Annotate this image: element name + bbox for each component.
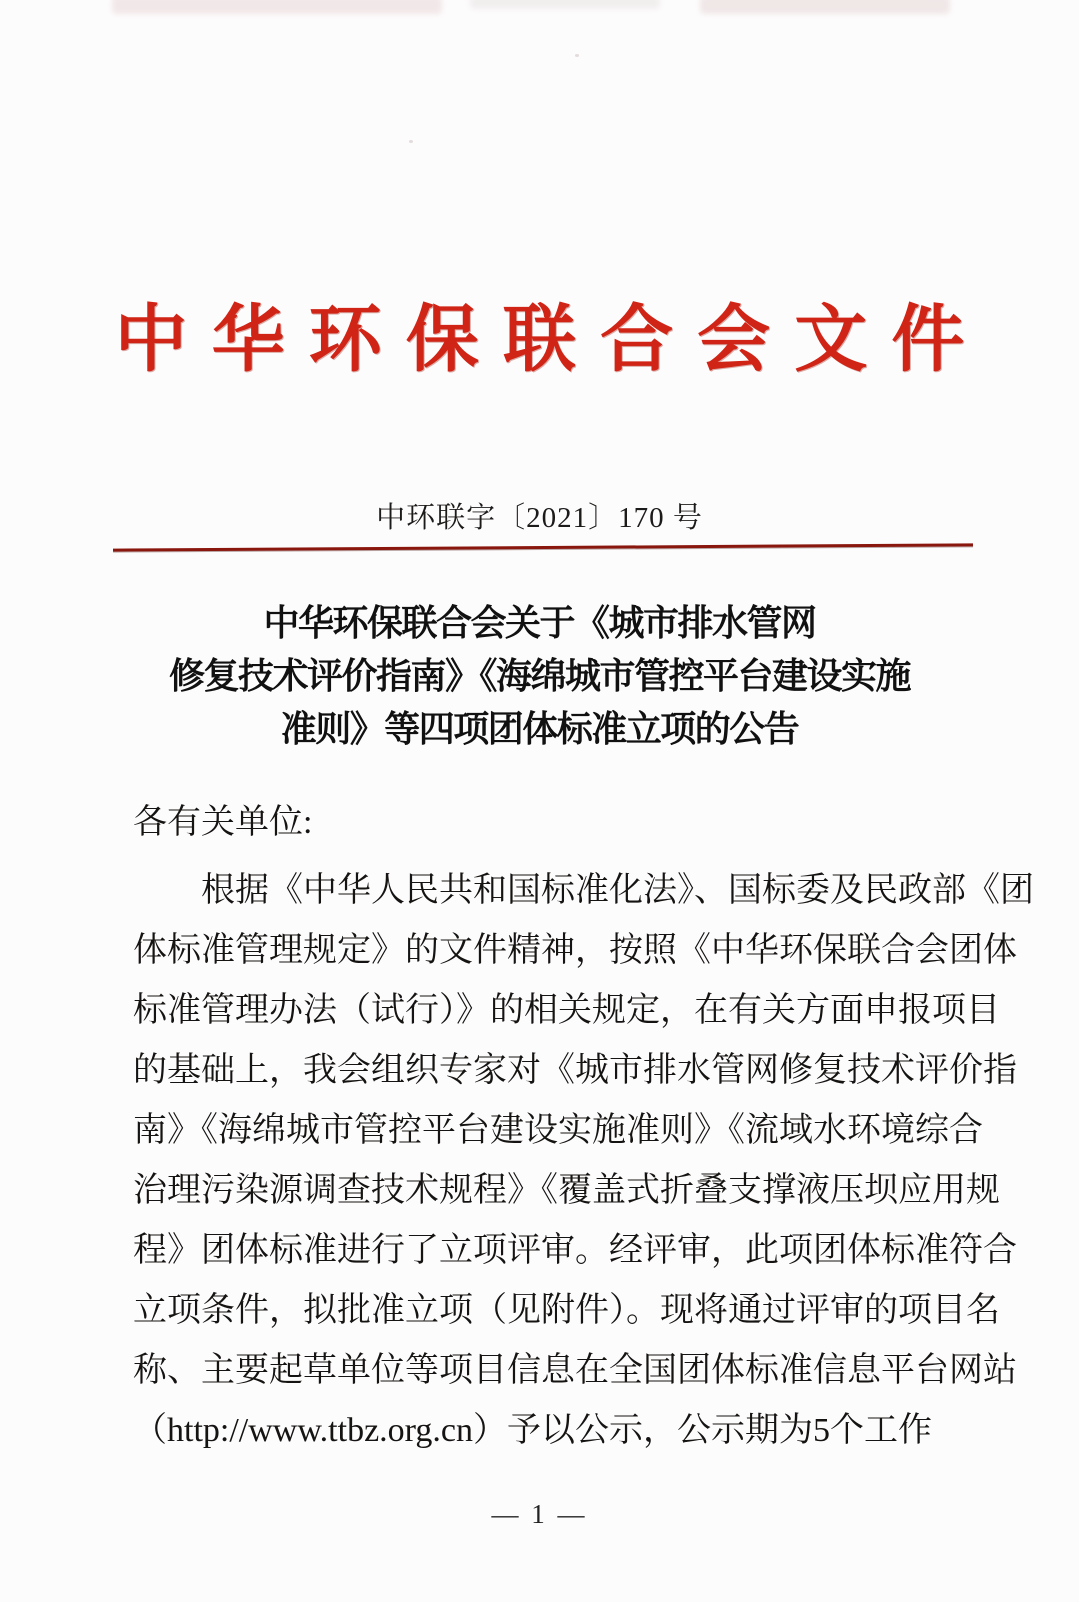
scan-speck: [575, 54, 579, 57]
salutation-line: 各有关单位:: [133, 804, 313, 841]
body-text-line: （http://www.ttbz.org.cn）予以公示，公示期为5个工作: [133, 1412, 932, 1449]
body-text-line: 体标准管理规定》的文件精神，按照《中华环保联合会团体: [133, 932, 1017, 969]
document-title: [0, 597, 1079, 756]
red-divider-line: [113, 543, 973, 551]
page-number: — 1 —: [491, 1499, 588, 1529]
body-text-line: 称、主要起草单位等项目信息在全国团体标准信息平台网站: [133, 1352, 1017, 1389]
document-title-line: 准则》等四项团体标准立项的公告: [280, 709, 799, 749]
document-title-line: 修复技术评价指南》《海绵城市管控平台建设实施: [168, 656, 910, 696]
body-text-line: 的基础上，我会组织专家对《城市排水管网修复技术评价指: [133, 1052, 1017, 1089]
doc-reference-number: 中环联字〔2021〕170 号: [376, 502, 703, 534]
body-text-line: 治理污染源调查技术规程》《覆盖式折叠支撑液压坝应用规: [133, 1172, 1000, 1209]
body-text-line: 标准管理办法（试行）》的相关规定，在有关方面申报项目: [133, 992, 1000, 1029]
org-banner-title: 中华环保联合会文件: [114, 299, 989, 380]
document-title-line: 中华环保联合会关于《城市排水管网: [263, 603, 816, 643]
scan-bleed-artifact: [700, 0, 950, 14]
body-text-line: 南》《海绵城市管控平台建设实施准则》《流域水环境综合: [133, 1112, 983, 1149]
body-text-line: 立项条件，拟批准立项（见附件）。现将通过评审的项目名: [133, 1292, 1000, 1329]
body-text-line: 程》团体标准进行了立项评审。经评审，此项团体标准符合: [133, 1232, 1017, 1269]
body-text-line: 根据《中华人民共和国标准化法》、国标委及民政部《团: [201, 872, 1034, 909]
scan-bleed-artifact: [470, 0, 660, 9]
document-body: [133, 795, 1034, 1461]
scan-speck: [409, 140, 413, 143]
scan-bleed-artifact: [112, 0, 442, 14]
